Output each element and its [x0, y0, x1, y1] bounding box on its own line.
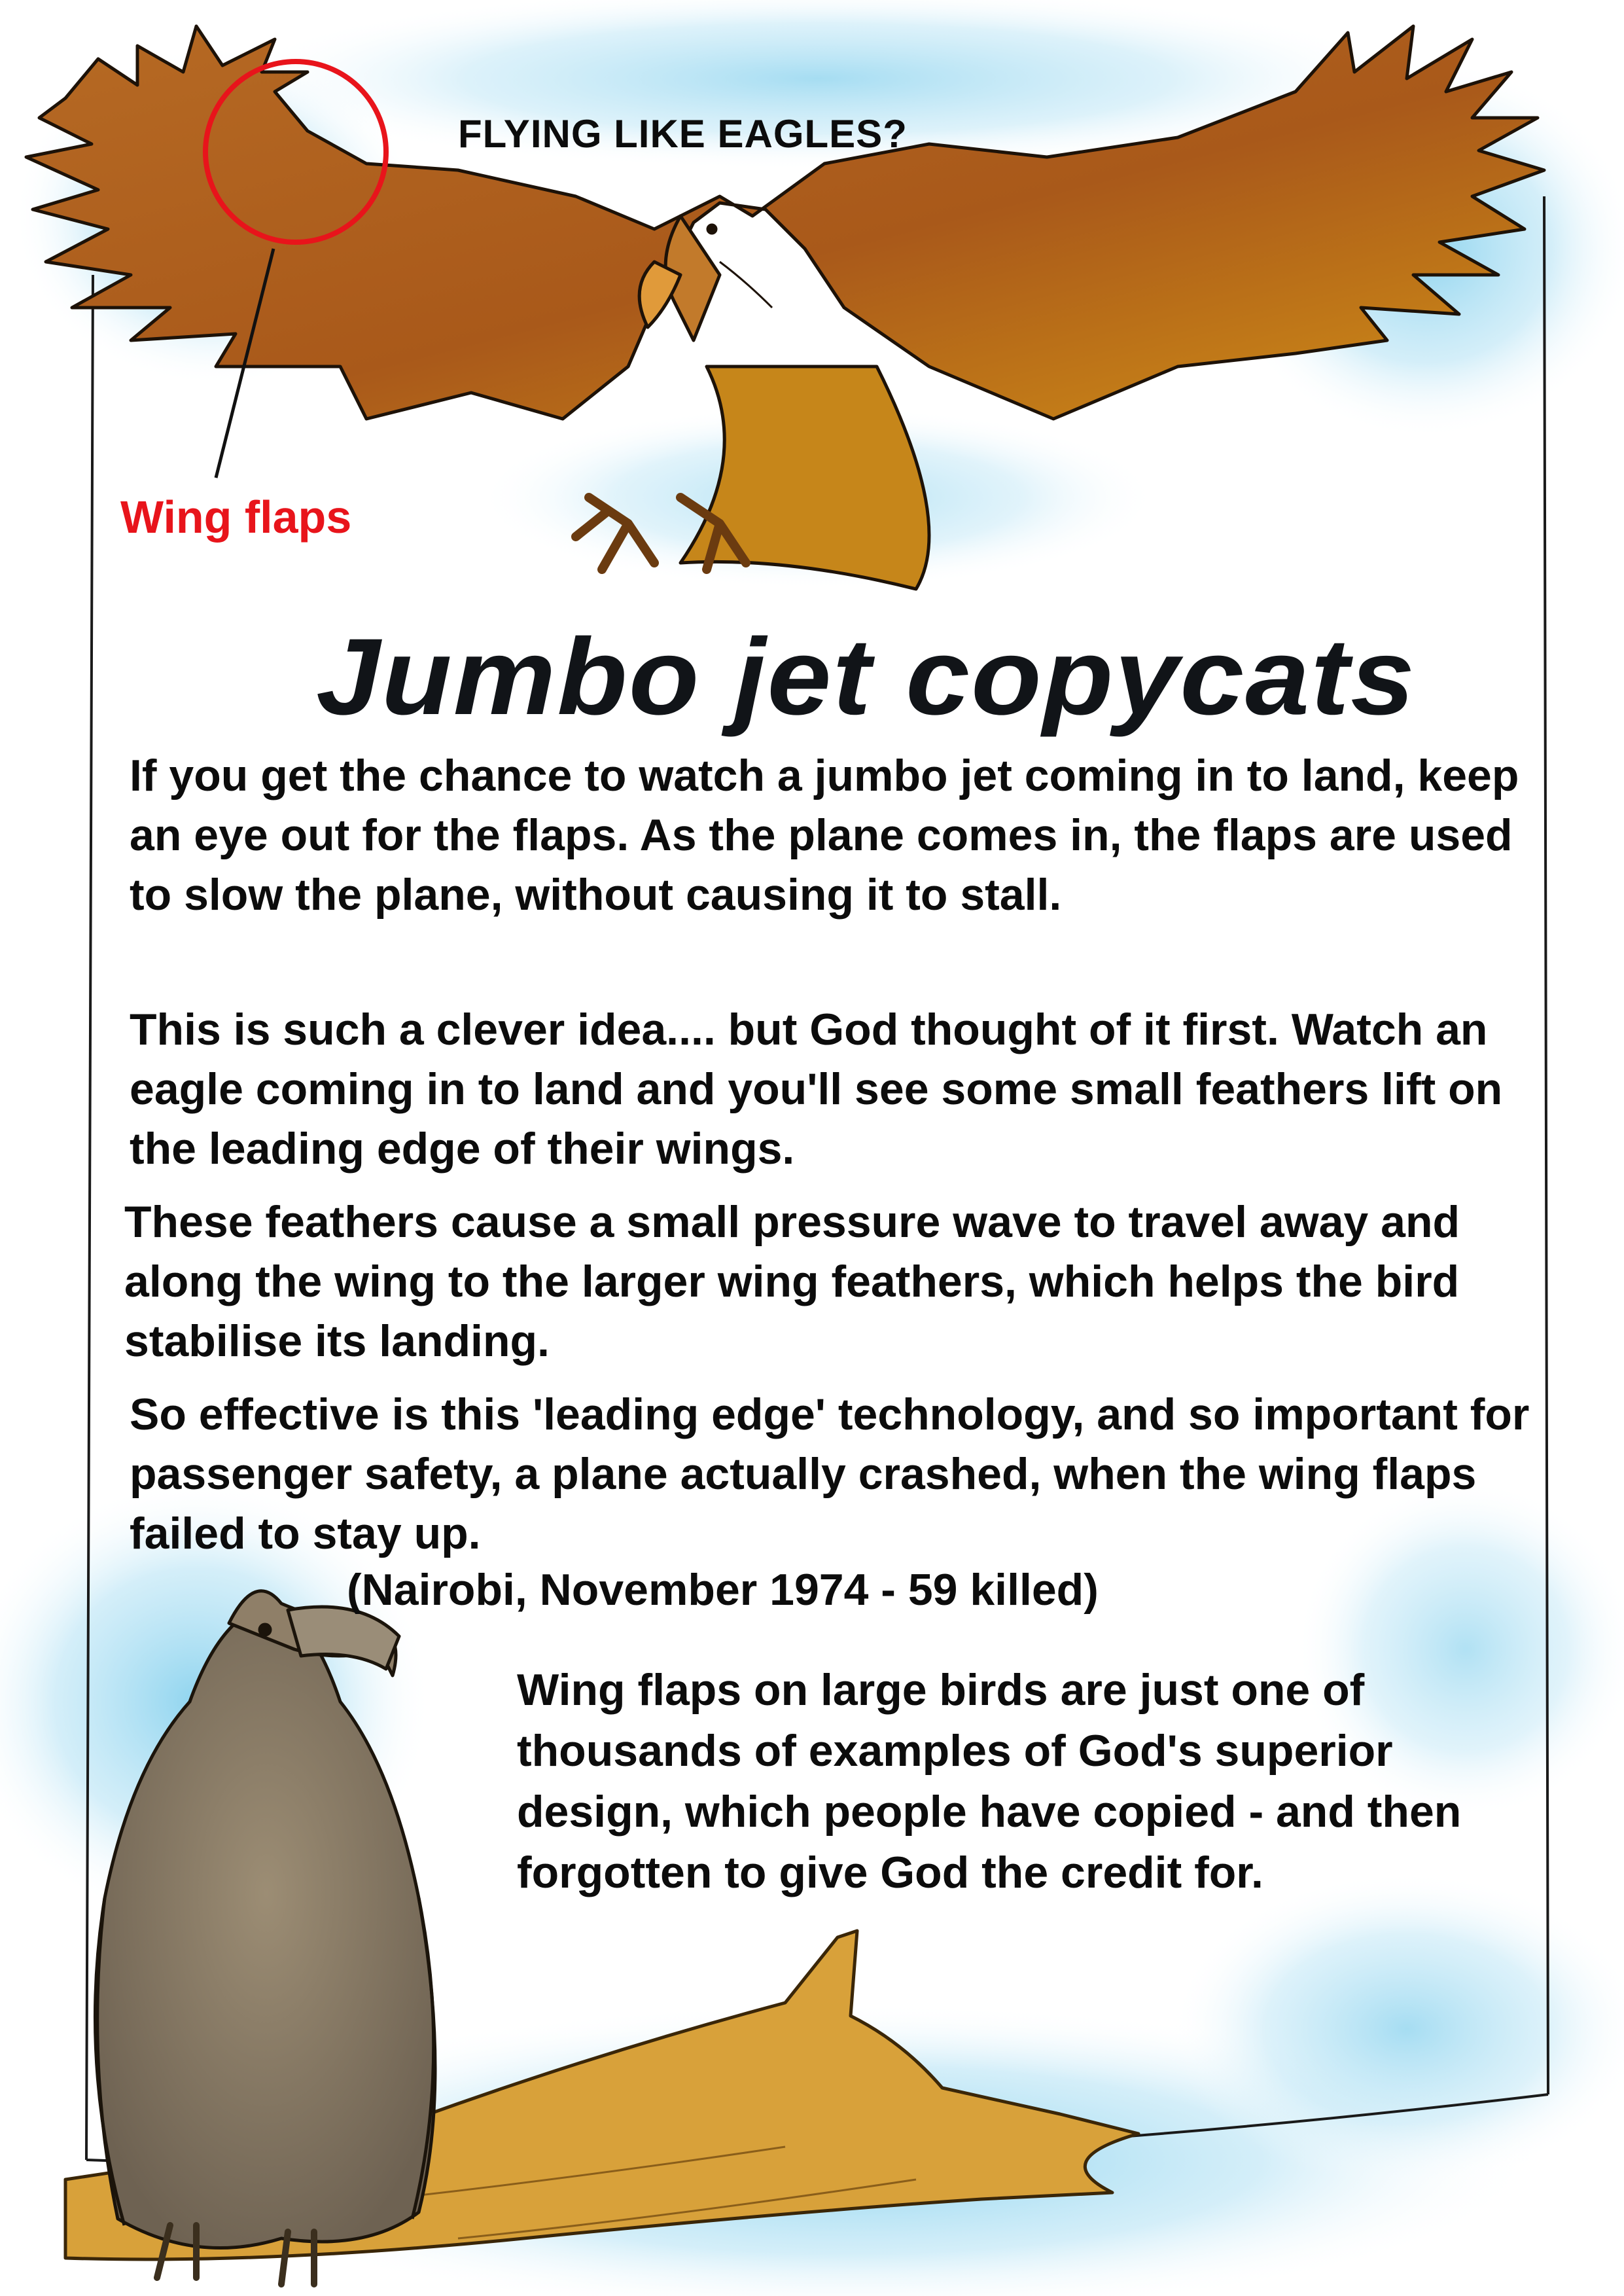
- paragraph-1: If you get the chance to watch a jumbo jet coming in to land, keep an eye out for the flaps. As the plane comes in, the flaps are used to slow the plane, without causing it to stall.: [130, 751, 1519, 920]
- paragraph-4: So effective is this 'leading edge' technology, and so important for passenger safety, a plane actually crashed, when the wing flaps failed to stay up.: [130, 1390, 1530, 1558]
- wing-flaps-label: Wing flaps: [120, 492, 352, 543]
- article-title: Jumbo jet copycats: [316, 617, 1417, 738]
- paragraph-3: These feathers cause a small pressure wave to travel away and along the wing to the larger wing feathers, which helps the bird stabilise its landing.: [124, 1197, 1460, 1366]
- paragraph-2: This is such a clever idea.... but God thought of it first. Watch an eagle coming in to land and you'll see some small feathers lift on the leading edge of their wings.: [130, 1005, 1503, 1174]
- header-title: FLYING LIKE EAGLES?: [458, 112, 908, 156]
- citation: (Nairobi, November 1974 - 59 killed): [347, 1565, 1099, 1615]
- closing-paragraph: Wing flaps on large birds are just one of thousands of examples of God's superior design, which people have copied - and then forgotten to give God the credit for.: [517, 1665, 1462, 1897]
